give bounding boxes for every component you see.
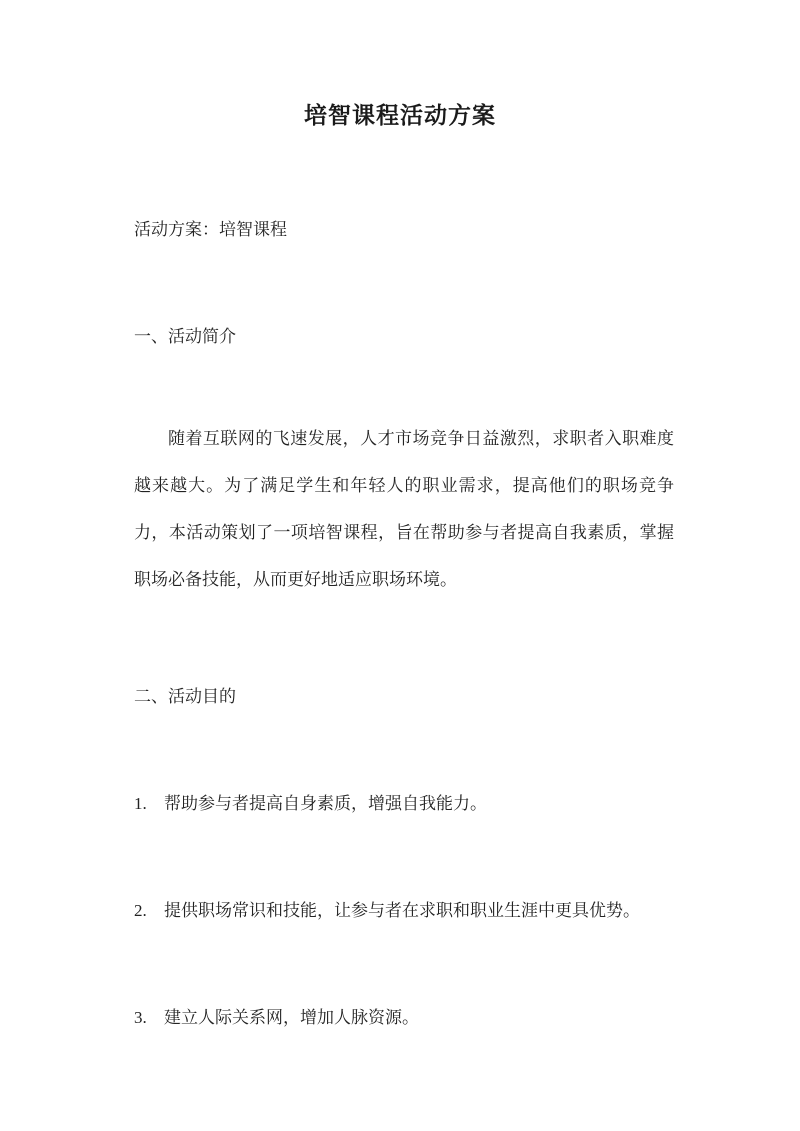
purpose-list-item [134, 792, 487, 816]
purpose-list-item [134, 899, 640, 923]
list-number: 3. [134, 1008, 147, 1027]
section-heading-intro: 一、活动简介 [134, 327, 236, 347]
list-text: 建立人际关系网，增加人脉资源。 [164, 1008, 419, 1028]
document-title: 培智课程活动方案 [304, 102, 496, 129]
activity-subtitle: 活动方案：培智课程 [134, 220, 287, 240]
list-number: 2. [134, 901, 147, 920]
purpose-list-item [134, 1006, 419, 1030]
section-body-intro: 随着互联网的飞速发展，人才市场竞争日益激烈，求职者入职难度越来越大。为了满足学生和年轻人的职业需求，提高他们的职场竞争力，本活动策划了一项培智课程，旨在帮助参与者提高自我素质，掌握职场必备技能，从而更好地适应职场环境。 [134, 429, 674, 590]
list-number: 1. [134, 794, 147, 813]
section-heading-purpose: 二、活动目的 [134, 687, 236, 707]
list-text: 帮助参与者提高自身素质，增强自我能力。 [164, 794, 487, 814]
list-text: 提供职场常识和技能，让参与者在求职和职业生涯中更具优势。 [164, 901, 640, 921]
